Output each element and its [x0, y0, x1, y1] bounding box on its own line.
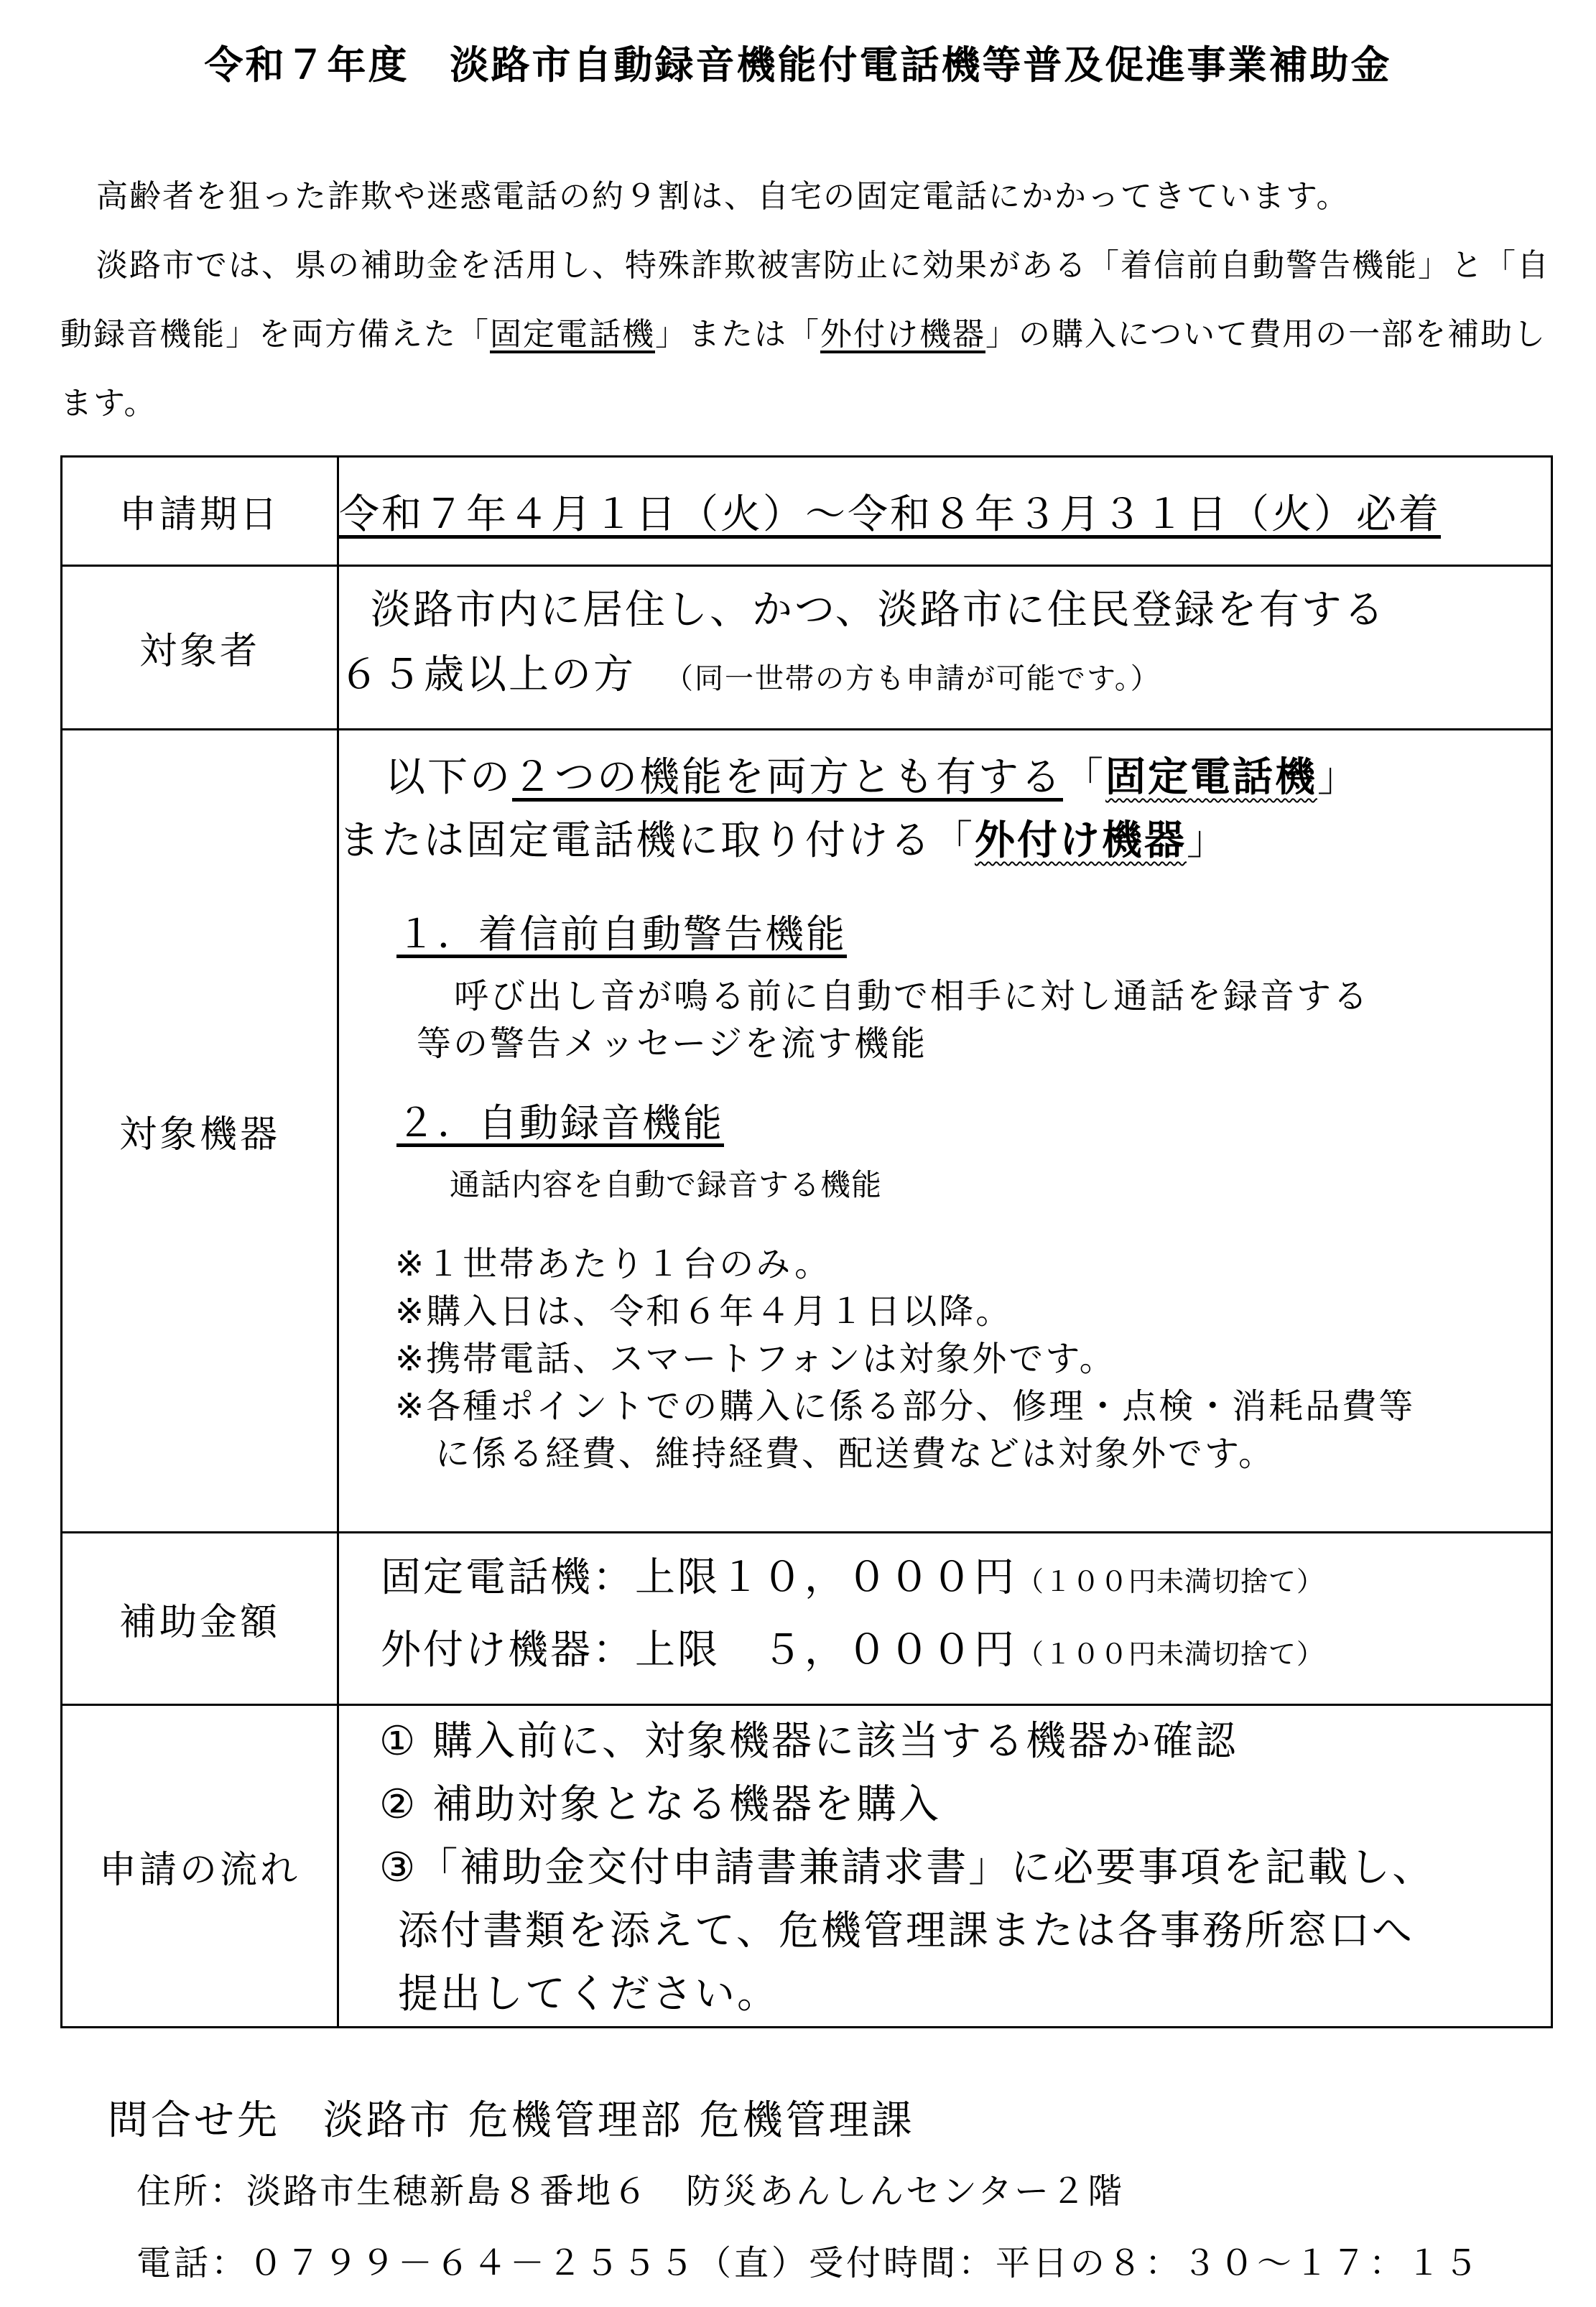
label-amount: 補助金額: [62, 1533, 338, 1705]
contact-phone: 電話：０７９９－６４－２５５５（直）受付時間：平日の８：３０～１７：１５: [136, 2243, 1482, 2283]
intro-text-a: 淡路市では、県の補助金を活用し、特殊詐欺被害防止に効果がある「着信前自動警告機能」と「自動録音機能」を両方備えた「: [60, 247, 1550, 353]
intro-fixed-phone: 固定電話機: [490, 316, 655, 353]
intro-line-2: [60, 231, 1562, 438]
amount-external: 外付け機器：上限 ５，０００円: [381, 1626, 1016, 1674]
target-age: ６５歳以上の方: [339, 651, 636, 698]
row-device: [62, 730, 1552, 1533]
func1-title: １．着信前自動警告機能: [396, 911, 847, 957]
device-note-1: ※１世帯あたり１台のみ。: [395, 1244, 832, 1284]
target-note: （同一世帯の方も申請が可能です。）: [664, 662, 1161, 695]
contact-heading: 問合せ先 淡路市 危機管理部 危機管理課: [108, 2097, 915, 2144]
target-line-2: [339, 643, 1551, 717]
device-intro-1: [339, 746, 1551, 809]
label-period: 申請期日: [62, 457, 338, 566]
subsidy-table: [60, 455, 1553, 2028]
label-flow: 申請の流れ: [62, 1705, 338, 2028]
row-amount: [62, 1533, 1552, 1705]
flow-step-3b: 添付書類を添えて、危機管理課または各事務所窓口へ: [398, 1908, 1414, 1954]
device-intro-b: 「: [1063, 754, 1105, 801]
intro-paragraph: [60, 162, 1562, 438]
func2-desc: 通話内容を自動で録音する機能: [450, 1167, 883, 1202]
amount-fixed-note: （１００円未満切捨て）: [1016, 1565, 1325, 1597]
row-target: [62, 566, 1552, 730]
intro-text-b: 」または「: [655, 316, 820, 353]
device-intro-underline: ２つの機能を両方とも有する: [512, 754, 1063, 801]
flow-step-3c: 提出してください。: [398, 1971, 779, 2018]
device-intro-2: [339, 809, 1551, 873]
flow-step-1: ① 購入前に、対象機器に該当する機器か確認: [379, 1718, 1238, 1765]
func2-title: ２．自動録音機能: [396, 1100, 724, 1146]
flow-step-3a: ③「補助金交付申請書兼請求書」に必要事項を記載し、: [379, 1844, 1435, 1891]
row-period: [62, 457, 1552, 566]
label-device: 対象機器: [62, 730, 338, 1533]
device-note-3: ※携帯電話、スマートフォンは対象外です。: [395, 1339, 1116, 1379]
row-flow: [62, 1705, 1552, 2028]
device-note-4: ※各種ポイントでの購入に係る部分、修理・点検・消耗品費等: [395, 1386, 1416, 1426]
intro-text-c: 」の購入について費用の一部を補助します。: [60, 316, 1547, 422]
period-value: 令和７年４月１日（火）～令和８年３月３１日（火）必着: [339, 491, 1441, 538]
device-note-5: に係る経費、維持経費、配送費などは対象外です。: [435, 1434, 1276, 1474]
intro-external-device: 外付け機器: [820, 316, 985, 353]
contact-address: 住所：淡路市生穂新島８番地６ 防災あんしんセンター２階: [136, 2171, 1125, 2211]
device-external: 外付け機器: [975, 817, 1187, 864]
amount-fixed: 固定電話機：上限１０，０００円: [381, 1554, 1016, 1601]
func1-desc-1: 呼び出し音が鳴る前に自動で相手に対し通話を録音する: [454, 976, 1370, 1016]
device-intro-a: 以下の: [385, 754, 512, 801]
device-intro2-b: 」: [1187, 817, 1229, 864]
device-note-2: ※購入日は、令和６年４月１日以降。: [395, 1291, 1013, 1332]
label-target: 対象者: [62, 566, 338, 730]
func1-desc-2: 等の警告メッセージを流す機能: [417, 1023, 928, 1064]
amount-external-note: （１００円未満切捨て）: [1016, 1638, 1325, 1670]
device-fixed-phone: 固定電話機: [1105, 754, 1317, 801]
device-intro-c: 」: [1317, 754, 1360, 801]
flow-step-2: ② 補助対象となる機器を購入: [379, 1781, 942, 1828]
device-intro2-a: または固定電話機に取り付ける「: [339, 817, 975, 864]
page-title: 令和７年度 淡路市自動録音機能付電話機等普及促進事業補助金: [204, 42, 1392, 88]
amount-line-1: [381, 1546, 1551, 1619]
amount-line-2: [381, 1619, 1551, 1691]
intro-line-1: 高齢者を狙った詐欺や迷惑電話の約９割は、自宅の固定電話にかかってきています。: [96, 178, 1350, 215]
target-line-1: 淡路市内に居住し、かつ、淡路市に住民登録を有する: [371, 587, 1386, 633]
